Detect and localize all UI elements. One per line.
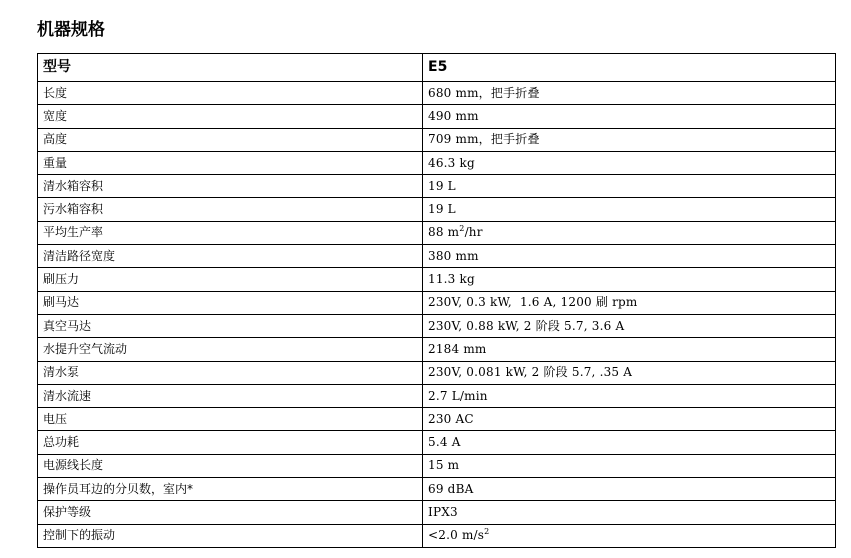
table-row bbox=[38, 221, 836, 244]
row-label-weight: 重量 bbox=[38, 151, 423, 174]
page-title: 机器规格 bbox=[37, 20, 105, 40]
productivity-exponent: 2 bbox=[459, 224, 465, 234]
row-value-noise: 69 dBA bbox=[423, 478, 836, 501]
vibration-number: <2.0 m/s bbox=[428, 528, 485, 543]
table-row bbox=[38, 198, 836, 221]
row-label-vibration: 控制下的振动 bbox=[38, 524, 423, 547]
row-label-voltage: 电压 bbox=[38, 408, 423, 431]
table-row bbox=[38, 361, 836, 384]
table-row bbox=[38, 384, 836, 407]
row-value-voltage: 230 AC bbox=[423, 408, 836, 431]
table-row bbox=[38, 82, 836, 105]
table-row bbox=[38, 151, 836, 174]
productivity-unit: /hr bbox=[464, 225, 483, 240]
row-value-water-lift: 2184 mm bbox=[423, 338, 836, 361]
model-value: E5 bbox=[423, 54, 836, 82]
row-label-total-power: 总功耗 bbox=[38, 431, 423, 454]
row-label-length: 长度 bbox=[38, 82, 423, 105]
row-label-protection: 保护等级 bbox=[38, 501, 423, 524]
table-row bbox=[38, 338, 836, 361]
table-row bbox=[38, 268, 836, 291]
row-value-path-width: 380 mm bbox=[423, 245, 836, 268]
row-value-height: 709 mm，把手折叠 bbox=[423, 128, 836, 151]
row-value-cord-length: 15 m bbox=[423, 454, 836, 477]
row-value-brush-pressure: 11.3 kg bbox=[423, 268, 836, 291]
row-label-vacuum-motor: 真空马达 bbox=[38, 314, 423, 337]
row-value-clean-tank: 19 L bbox=[423, 175, 836, 198]
row-value-weight: 46.3 kg bbox=[423, 151, 836, 174]
row-label-dirty-tank: 污水箱容积 bbox=[38, 198, 423, 221]
table-row bbox=[38, 408, 836, 431]
row-value-productivity bbox=[423, 221, 836, 244]
row-label-noise: 操作员耳边的分贝数，室内* bbox=[38, 478, 423, 501]
table-row bbox=[38, 431, 836, 454]
row-value-flow-rate: 2.7 L/min bbox=[423, 384, 836, 407]
table-header-row bbox=[38, 54, 836, 82]
table-row bbox=[38, 128, 836, 151]
row-value-brush-motor: 230V, 0.3 kW, 1.6 A, 1200 刷 rpm bbox=[423, 291, 836, 314]
row-value-dirty-tank: 19 L bbox=[423, 198, 836, 221]
row-value-protection: IPX3 bbox=[423, 501, 836, 524]
row-label-flow-rate: 清水流速 bbox=[38, 384, 423, 407]
spec-table bbox=[37, 53, 836, 548]
row-value-clean-pump: 230V, 0.081 kW, 2 阶段 5.7, .35 A bbox=[423, 361, 836, 384]
row-label-clean-pump: 清水泵 bbox=[38, 361, 423, 384]
row-label-productivity: 平均生产率 bbox=[38, 221, 423, 244]
row-value-total-power: 5.4 A bbox=[423, 431, 836, 454]
row-label-path-width: 清洁路径宽度 bbox=[38, 245, 423, 268]
vibration-exponent: 2 bbox=[484, 527, 490, 537]
row-label-height: 高度 bbox=[38, 128, 423, 151]
row-label-brush-pressure: 刷压力 bbox=[38, 268, 423, 291]
table-row bbox=[38, 175, 836, 198]
table-row bbox=[38, 291, 836, 314]
row-label-cord-length: 电源线长度 bbox=[38, 454, 423, 477]
row-label-clean-tank: 清水箱容积 bbox=[38, 175, 423, 198]
table-row bbox=[38, 478, 836, 501]
row-label-brush-motor: 刷马达 bbox=[38, 291, 423, 314]
table-row bbox=[38, 501, 836, 524]
row-label-water-lift: 水提升空气流动 bbox=[38, 338, 423, 361]
model-label: 型号 bbox=[38, 54, 423, 82]
row-value-length: 680 mm，把手折叠 bbox=[423, 82, 836, 105]
table-row bbox=[38, 245, 836, 268]
table-row bbox=[38, 314, 836, 337]
table-row bbox=[38, 454, 836, 477]
row-label-width: 宽度 bbox=[38, 105, 423, 128]
row-value-width: 490 mm bbox=[423, 105, 836, 128]
productivity-number: 88 m bbox=[428, 225, 460, 240]
row-value-vacuum-motor: 230V, 0.88 kW, 2 阶段 5.7, 3.6 A bbox=[423, 314, 836, 337]
table-row bbox=[38, 524, 836, 547]
row-value-vibration bbox=[423, 524, 836, 547]
table-row bbox=[38, 105, 836, 128]
